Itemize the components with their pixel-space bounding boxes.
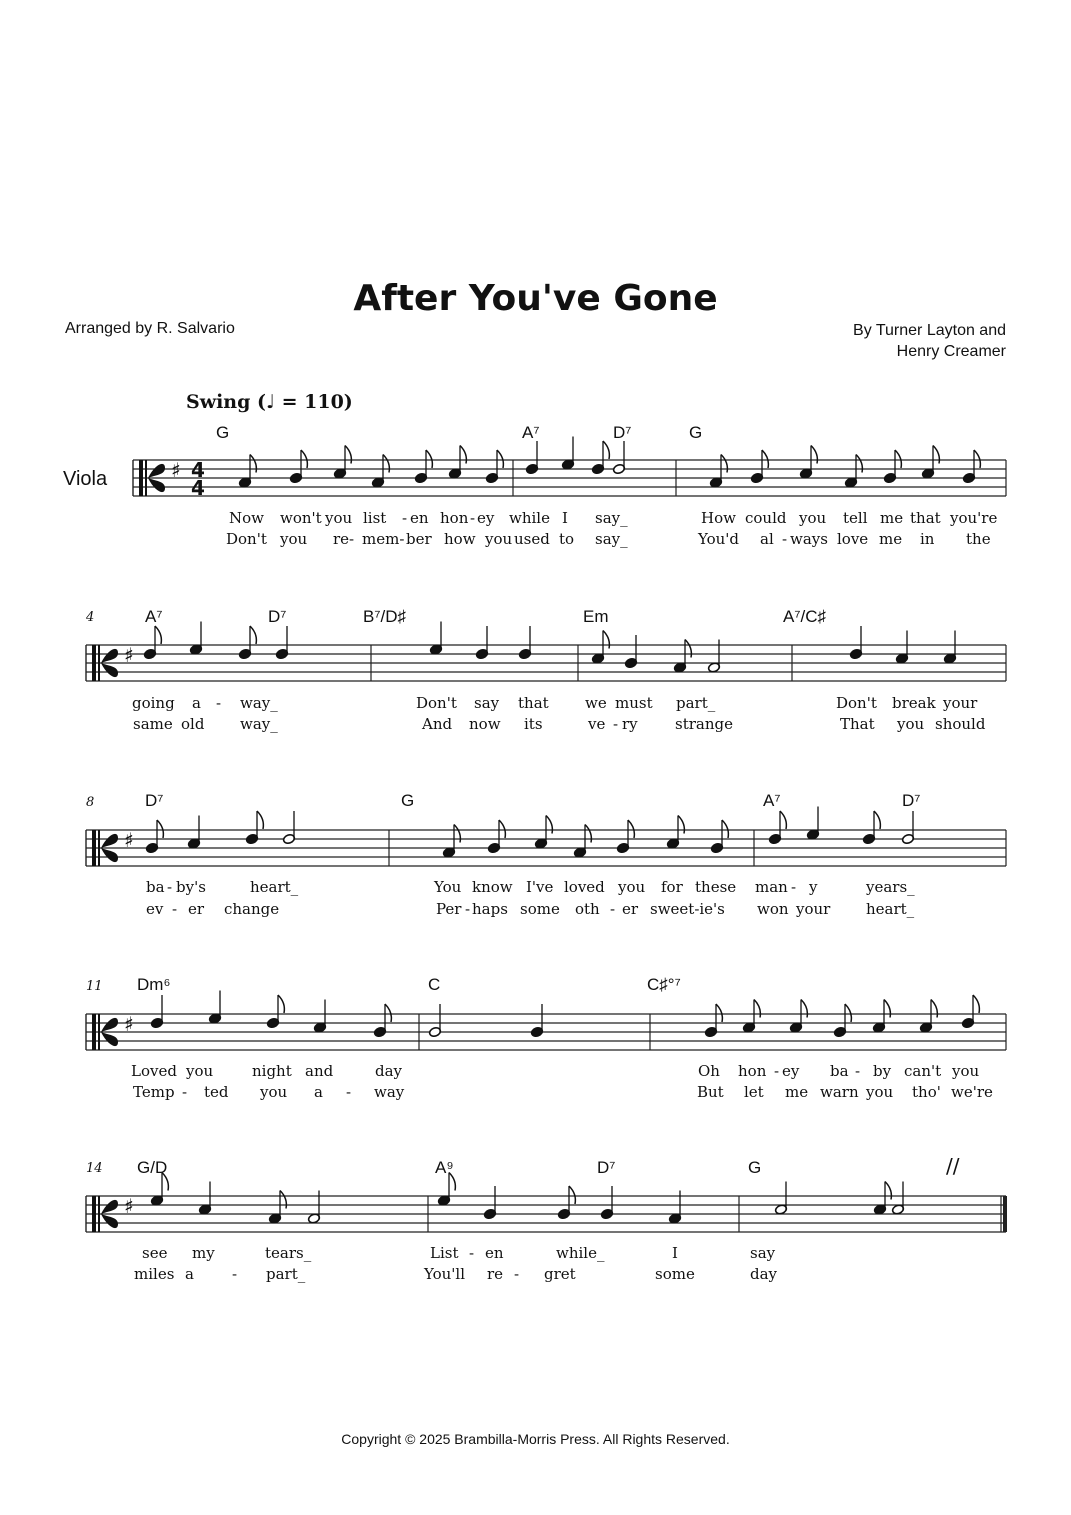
lyric-verse-1: - xyxy=(855,1062,861,1080)
lyric-verse-1: that xyxy=(518,694,549,712)
chord-symbol: G xyxy=(748,1158,762,1177)
lyric-verse-1: won't xyxy=(280,509,322,527)
lyric-verse-2: used xyxy=(514,530,550,548)
note-flag xyxy=(546,816,552,834)
lyric-verse-1: - xyxy=(469,1244,475,1262)
lyric-verse-1: years_ xyxy=(866,878,915,896)
chord-symbol: G xyxy=(216,423,230,442)
chord-symbol: G xyxy=(401,791,415,810)
lyric-verse-2: ve xyxy=(588,715,606,733)
lyric-verse-2: some xyxy=(520,900,560,918)
lyric-verse-1: Don't xyxy=(416,694,457,712)
lyric-verse-1: Loved xyxy=(131,1062,177,1080)
lyric-verse-1: that xyxy=(910,509,941,527)
lyric-verse-1: for xyxy=(661,878,683,896)
lyric-verse-2: now xyxy=(469,715,501,733)
alto-clef-icon xyxy=(139,460,143,496)
lyric-verse-1: ba xyxy=(830,1062,849,1080)
lyric-verse-1: y xyxy=(809,878,818,896)
measure-number: 8 xyxy=(86,795,95,810)
time-signature-numerator: 4 xyxy=(191,458,205,482)
note-flag xyxy=(499,820,505,838)
lyric-verse-1: must xyxy=(615,694,653,712)
note-flag xyxy=(754,1000,760,1018)
lyric-verse-2: tho' xyxy=(912,1083,941,1101)
chord-symbol: D⁷ xyxy=(613,423,632,442)
lyric-verse-2: how xyxy=(444,530,476,548)
lyric-verse-2: let xyxy=(744,1083,764,1101)
composer-line-1: By Turner Layton and xyxy=(853,322,1006,339)
lyric-verse-2: me xyxy=(785,1083,809,1101)
lyric-verse-1: say_ xyxy=(595,509,628,527)
sharp-key-signature-icon: ♯ xyxy=(124,643,134,667)
lyric-verse-1: break xyxy=(892,694,936,712)
note-flag xyxy=(721,455,727,473)
lyric-verse-1: tears_ xyxy=(265,1244,312,1262)
lyric-verse-1: hon xyxy=(738,1062,767,1080)
lyric-verse-2: er xyxy=(188,900,205,918)
lyric-verse-1: - xyxy=(470,509,476,527)
lyric-verse-2: ry xyxy=(622,715,638,733)
lyric-verse-1: going xyxy=(132,694,175,712)
note-flag xyxy=(856,455,862,473)
note-flag xyxy=(974,450,980,468)
lyric-verse-2: won xyxy=(757,900,789,918)
lyric-verse-1: you're xyxy=(950,509,998,527)
note-flag xyxy=(278,995,284,1013)
lyric-verse-2: - xyxy=(613,715,619,733)
note-flag xyxy=(722,820,728,838)
lyric-verse-2: way xyxy=(374,1083,405,1101)
lyric-verse-1: you xyxy=(325,509,353,527)
measure-number: 14 xyxy=(86,1161,103,1176)
final-barline-thick xyxy=(1003,1196,1007,1232)
note-flag xyxy=(603,441,609,459)
lyric-verse-1: - xyxy=(167,878,173,896)
note-flag xyxy=(603,631,609,649)
note-flag xyxy=(801,1000,807,1018)
lyric-verse-2: Per xyxy=(436,900,462,918)
lyric-verse-1: say xyxy=(474,694,500,712)
note-flag xyxy=(973,995,979,1013)
chord-symbol: Dm⁶ xyxy=(137,975,171,994)
alto-clef-icon xyxy=(98,830,100,866)
lyric-verse-2: strange xyxy=(675,715,733,733)
measure-number: 11 xyxy=(86,979,103,994)
lyric-verse-1: say xyxy=(750,1244,776,1262)
lyric-verse-2: - xyxy=(182,1083,188,1101)
lyric-verse-1: You xyxy=(434,878,462,896)
lyric-verse-2: heart_ xyxy=(866,900,915,918)
lyric-verse-1: Don't xyxy=(836,694,877,712)
lyric-verse-1: while_ xyxy=(556,1244,605,1262)
sharp-key-signature-icon: ♯ xyxy=(171,458,181,482)
lyric-verse-1: List xyxy=(430,1244,459,1262)
lyric-verse-1: way_ xyxy=(240,694,278,712)
note-flag xyxy=(345,446,351,464)
chord-symbol: D⁷ xyxy=(597,1158,616,1177)
lyric-verse-1: my xyxy=(192,1244,215,1262)
lyric-verse-1: en xyxy=(485,1244,504,1262)
chord-symbol: D⁷ xyxy=(145,791,164,810)
lyric-verse-2: way_ xyxy=(240,715,278,733)
lyric-verse-1: me xyxy=(880,509,904,527)
chord-symbol: A⁷ xyxy=(522,423,540,442)
note-flag xyxy=(460,446,466,464)
lyric-verse-2: - xyxy=(346,1083,352,1101)
note-flag xyxy=(931,1000,937,1018)
quarter-note-icon: ♩ xyxy=(266,391,275,413)
lyric-verse-1: ey xyxy=(782,1062,800,1080)
lyric-verse-2: You'll xyxy=(424,1265,466,1283)
lyric-verse-2: say_ xyxy=(595,530,628,548)
lyric-verse-1: loved xyxy=(564,878,605,896)
note-flag xyxy=(933,446,939,464)
lyric-verse-2: - xyxy=(232,1265,238,1283)
lyric-verse-2: you xyxy=(260,1083,288,1101)
lyric-verse-1: tell xyxy=(843,509,868,527)
lyric-verse-1: I xyxy=(562,509,568,527)
lyric-verse-1: a xyxy=(192,694,201,712)
lyric-verse-2: al xyxy=(760,530,774,548)
lyric-verse-2: Don't xyxy=(226,530,267,548)
lyric-verse-2: - xyxy=(172,900,178,918)
chord-symbol: G/D xyxy=(137,1158,168,1177)
lyric-verse-2: change xyxy=(224,900,280,918)
lyric-verse-1: heart_ xyxy=(250,878,299,896)
lyric-verse-2: ways xyxy=(790,530,828,548)
note-flag xyxy=(383,455,389,473)
alto-clef-icon xyxy=(92,830,96,866)
arranger-credit: Arranged by R. Salvario xyxy=(65,320,235,337)
note-flag xyxy=(454,825,460,843)
lyric-verse-2: mem- xyxy=(362,530,405,548)
lyric-verse-2: Temp xyxy=(133,1083,175,1101)
lyric-verse-2: you xyxy=(866,1083,894,1101)
staff-system xyxy=(86,791,1006,918)
lyric-verse-1: I xyxy=(672,1244,678,1262)
lyric-verse-1: you xyxy=(799,509,827,527)
lyric-verse-2: haps xyxy=(472,900,508,918)
lyric-verse-2: the xyxy=(966,530,991,548)
note-flag xyxy=(157,820,163,838)
lyric-verse-2: a xyxy=(185,1265,194,1283)
lyric-verse-1: - xyxy=(402,509,408,527)
lyric-verse-1: day xyxy=(375,1062,403,1080)
chord-symbol: D⁷ xyxy=(902,791,921,810)
lyric-verse-1: - xyxy=(216,694,222,712)
lyric-verse-1: How xyxy=(701,509,736,527)
note-flag xyxy=(497,450,503,468)
note-flag xyxy=(874,811,880,829)
lyric-verse-2: oth xyxy=(575,900,600,918)
alto-clef-icon xyxy=(98,645,100,681)
lyric-verse-1: ba xyxy=(146,878,165,896)
lyric-verse-1: you xyxy=(186,1062,214,1080)
instrument-name: Viola xyxy=(63,468,108,490)
lyric-verse-2: gret xyxy=(544,1265,576,1283)
lyric-verse-2: - xyxy=(514,1265,520,1283)
note-flag xyxy=(685,640,691,658)
staff-system xyxy=(86,975,1006,1101)
alto-clef-icon xyxy=(98,1014,100,1050)
lyric-verse-2: same xyxy=(133,715,173,733)
sharp-key-signature-icon: ♯ xyxy=(124,1194,134,1218)
lyric-verse-2: some xyxy=(655,1265,695,1283)
lyric-verse-1: and xyxy=(305,1062,334,1080)
sharp-key-signature-icon: ♯ xyxy=(124,828,134,852)
lyric-verse-1: your xyxy=(943,694,978,712)
note-flag xyxy=(250,455,256,473)
alto-clef-icon xyxy=(92,1196,96,1232)
lyric-verse-2: day xyxy=(750,1265,778,1283)
note-flag xyxy=(885,1182,891,1200)
staff-system xyxy=(85,607,1006,733)
lyric-verse-1: en xyxy=(410,509,429,527)
lyric-verse-1: you xyxy=(952,1062,980,1080)
lyric-verse-2: re xyxy=(487,1265,504,1283)
note-flag xyxy=(585,825,591,843)
note-flag xyxy=(884,1000,890,1018)
lyric-verse-2: love xyxy=(837,530,869,548)
lyric-verse-1: hon xyxy=(440,509,469,527)
alto-clef-icon xyxy=(145,460,147,496)
note-flag xyxy=(250,626,256,644)
measure-number: 4 xyxy=(86,610,95,625)
lyric-verse-2: ber xyxy=(406,530,432,548)
lyric-verse-2: old xyxy=(181,715,205,733)
lyric-verse-2: should xyxy=(935,715,986,733)
lyric-verse-2: a xyxy=(314,1083,323,1101)
lyric-verse-2: we're xyxy=(951,1083,993,1101)
alto-clef-icon xyxy=(92,645,96,681)
lyric-verse-2: me xyxy=(879,530,903,548)
lyric-verse-2: in xyxy=(920,530,935,548)
chord-symbol: D⁷ xyxy=(268,607,287,626)
note-flag xyxy=(628,820,634,838)
alto-clef-icon xyxy=(92,1014,96,1050)
chord-symbol: C xyxy=(428,975,441,994)
lyric-verse-1: can't xyxy=(904,1062,942,1080)
lyric-verse-2: You'd xyxy=(698,530,740,548)
chord-symbol: G xyxy=(689,423,703,442)
lyric-verse-2: - xyxy=(782,530,788,548)
chord-symbol: Em xyxy=(583,607,609,626)
lyric-verse-1: man xyxy=(755,878,788,896)
note-flag xyxy=(257,811,263,829)
lyric-verse-1: these xyxy=(695,878,737,896)
lyric-verse-1: by xyxy=(873,1062,892,1080)
lyric-verse-2: warn xyxy=(820,1083,859,1101)
page-title: After You've Gone xyxy=(353,278,718,319)
note-flag xyxy=(780,811,786,829)
note-flag xyxy=(762,450,768,468)
alto-clef-icon xyxy=(98,1196,100,1232)
note-flag xyxy=(678,816,684,834)
lyric-verse-1: by's xyxy=(176,878,206,896)
lyric-verse-1: - xyxy=(774,1062,780,1080)
time-signature-denominator: 4 xyxy=(191,476,205,500)
lyric-verse-2: sweet-ie's xyxy=(650,900,725,918)
tempo-value: = 110) xyxy=(281,391,353,413)
lyric-verse-2: part_ xyxy=(266,1265,306,1283)
note-flag xyxy=(385,1004,391,1022)
note-flag xyxy=(569,1186,575,1204)
chord-symbol: A⁷/C♯ xyxy=(783,607,826,626)
tempo-label: Swing ( xyxy=(186,391,266,413)
lyric-verse-1: - xyxy=(791,878,797,896)
lyric-verse-2: - xyxy=(610,900,616,918)
chord-symbol: C♯°⁷ xyxy=(647,975,681,994)
lyric-verse-2: er xyxy=(622,900,639,918)
lyric-verse-2: But xyxy=(697,1083,724,1101)
note-flag xyxy=(895,450,901,468)
lyric-verse-2: to xyxy=(559,530,575,548)
composer-line-2: Henry Creamer xyxy=(896,343,1006,360)
lyric-verse-1: could xyxy=(745,509,787,527)
sharp-key-signature-icon: ♯ xyxy=(124,1012,134,1036)
lyric-verse-2: miles xyxy=(134,1265,175,1283)
chord-symbol: A⁹ xyxy=(435,1158,454,1177)
lyric-verse-1: we xyxy=(585,694,607,712)
staff-system xyxy=(63,423,1006,548)
lyric-verse-1: you xyxy=(618,878,646,896)
lyric-verse-1: list xyxy=(363,509,387,527)
lyric-verse-2: you xyxy=(897,715,925,733)
repeat-slash-marking: // xyxy=(946,1154,960,1178)
chord-symbol: A⁷ xyxy=(145,607,163,626)
lyric-verse-1: Oh xyxy=(698,1062,720,1080)
staff-system xyxy=(86,1158,1007,1283)
lyric-verse-2: - xyxy=(465,900,471,918)
note-flag xyxy=(811,446,817,464)
lyric-verse-1: Now xyxy=(229,509,264,527)
lyric-verse-1: part_ xyxy=(676,694,716,712)
note-flag xyxy=(280,1191,286,1209)
note-flag xyxy=(426,450,432,468)
lyric-verse-2: you xyxy=(485,530,513,548)
lyric-verse-1: ey xyxy=(477,509,495,527)
lyric-verse-1: I've xyxy=(526,878,554,896)
lyric-verse-2: its xyxy=(524,715,543,733)
note-flag xyxy=(301,450,307,468)
lyric-verse-2: ted xyxy=(204,1083,229,1101)
lyric-verse-1: night xyxy=(252,1062,292,1080)
note-flag xyxy=(845,1004,851,1022)
lyric-verse-2: That xyxy=(840,715,875,733)
note-flag xyxy=(716,1004,722,1022)
lyric-verse-2: you xyxy=(280,530,308,548)
lyric-verse-2: re- xyxy=(333,530,355,548)
chord-symbol: A⁷ xyxy=(763,791,781,810)
lyric-verse-1: know xyxy=(472,878,513,896)
lyric-verse-1: see xyxy=(142,1244,168,1262)
chord-symbol: B⁷/D♯ xyxy=(363,607,406,626)
copyright-notice: Copyright © 2025 Brambilla-Morris Press. All Rights Reserved. xyxy=(341,1431,730,1447)
lyric-verse-2: your xyxy=(796,900,831,918)
lyric-verse-2: And xyxy=(422,715,453,733)
lyric-verse-1: while xyxy=(509,509,550,527)
note-flag xyxy=(155,626,161,644)
lyric-verse-2: ev xyxy=(146,900,164,918)
